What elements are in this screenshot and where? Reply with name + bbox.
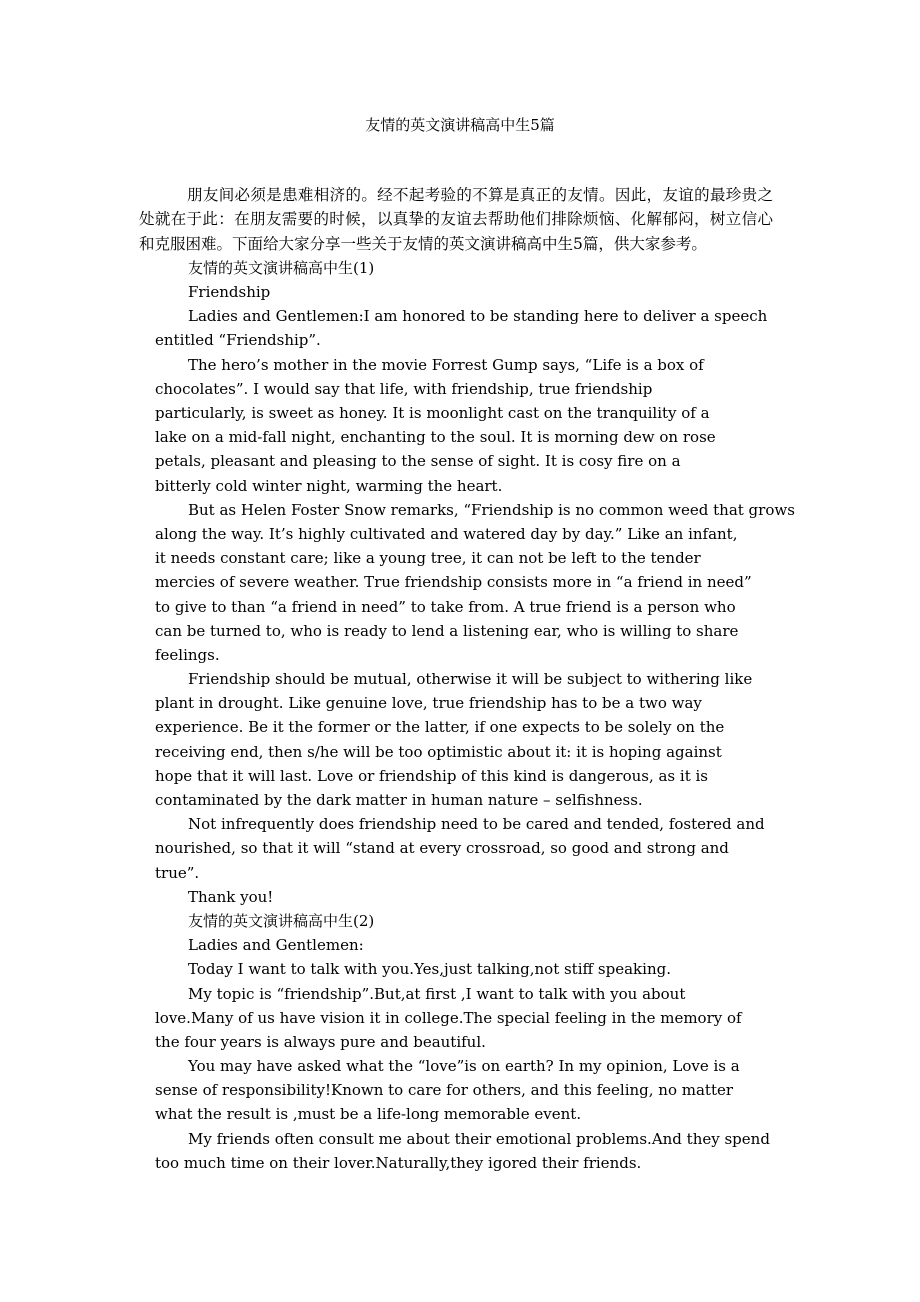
text-line: it needs constant care; like a young tree, it can not be left to the tender <box>155 549 701 568</box>
text-line: 友情的英文演讲稿高中生(1) <box>188 258 375 277</box>
text-line: nourished, so that it will “stand at every crossroad, so good and strong and <box>155 839 729 858</box>
text-line: Friendship <box>188 283 271 302</box>
text-line: sense of responsibility!Known to care for others, and this feeling, no matter <box>155 1081 734 1100</box>
text-line: can be turned to, who is ready to lend a listening ear, who is willing to share <box>155 621 739 640</box>
text-line: hope that it will last. Love or friendship of this kind is dangerous, as it is <box>155 766 708 785</box>
text-line: too much time on their lover.Naturally,they igored their friends. <box>155 1153 642 1172</box>
text-line: Ladies and Gentlemen: <box>188 936 364 955</box>
text-line: Friendship should be mutual, otherwise it will be subject to withering like <box>188 670 753 689</box>
text-line: 友情的英文演讲稿高中生(2) <box>188 911 375 930</box>
document-title: 友情的英文演讲稿高中生5篇 <box>365 116 555 134</box>
text-line: receiving end, then s/he will be too optimistic about it: it is hoping against <box>155 742 722 761</box>
text-line: You may have asked what the “love”is on earth? In my opinion, Love is a <box>188 1057 740 1076</box>
text-line: mercies of severe weather. True friendship consists more in “a friend in need” <box>155 573 752 592</box>
text-line: lake on a mid-fall night, enchanting to the soul. It is morning dew on rose <box>155 428 716 447</box>
text-line: feelings. <box>155 645 220 664</box>
text-line: to give to than “a friend in need” to take from. A true friend is a person who <box>155 597 736 616</box>
text-line: the four years is always pure and beautiful. <box>155 1032 486 1051</box>
text-line: entitled “Friendship”. <box>155 331 321 350</box>
text-line: petals, pleasant and pleasing to the sense of sight. It is cosy fire on a <box>155 452 681 471</box>
text-line: contaminated by the dark matter in human nature – selfishness. <box>155 791 643 810</box>
text-line: My friends often consult me about their emotional problems.And they spend <box>188 1129 770 1148</box>
text-line: experience. Be it the former or the latter, if one expects to be solely on the <box>155 718 725 737</box>
text-line: true”. <box>155 863 200 882</box>
document-body <box>0 183 920 1175</box>
text-line: Today I want to talk with you.Yes,just talking,not stiff speaking. <box>188 960 671 979</box>
text-line: along the way. It’s highly cultivated and watered day by day.” Like an infant, <box>155 524 738 543</box>
text-line: Thank you! <box>188 887 274 906</box>
text-line: chocolates”. I would say that life, with friendship, true friendship <box>155 379 653 398</box>
text-line: My topic is “friendship”.But,at first ,I want to talk with you about <box>188 984 686 1003</box>
text-line: Not infrequently does friendship need to be cared and tended, fostered and <box>188 815 765 834</box>
text-line: particularly, is sweet as honey. It is moonlight cast on the tranquility of a <box>155 404 710 423</box>
text-line: But as Helen Foster Snow remarks, “Friendship is no common weed that grows <box>188 500 795 519</box>
text-line: bitterly cold winter night, warming the heart. <box>155 476 503 495</box>
text-line: plant in drought. Like genuine love, true friendship has to be a two way <box>155 694 702 713</box>
text-lines <box>0 256 920 1175</box>
text-line: The hero’s mother in the movie Forrest Gump says, “Life is a box of <box>188 355 704 374</box>
text-line: what the result is ,must be a life-long memorable event. <box>155 1105 582 1124</box>
intro-paragraph: 朋友间必须是患难相济的。经不起考验的不算是真正的友情。因此，友谊的最珍贵之处就在于此：在朋友需要的时候，以真挚的友谊去帮助他们排除烦恼、化解郁闷，树立信心和克服困难。下面给大家分享一些关于友情的英文演讲稿高中生5篇，供大家参考。 <box>139 186 773 253</box>
text-line: love.Many of us have vision it in college.The special feeling in the memory of <box>155 1008 742 1027</box>
text-line: Ladies and Gentlemen:I am honored to be standing here to deliver a speech <box>188 307 768 326</box>
